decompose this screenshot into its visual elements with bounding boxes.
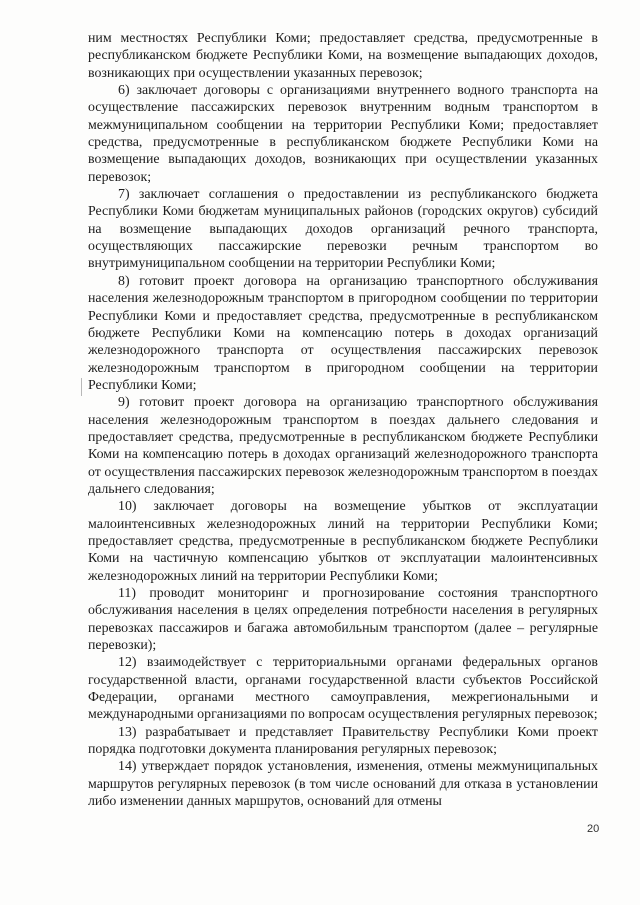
paragraph-item-10: 10) заключает договоры на возмещение убытков от эксплуатации малоинтенсивных железнодорожных линий на территории Республики Коми; предоставляет средства, предусмотренные в республиканском бюджете Республики Коми на частичную компенсацию убытков от эксплуатации малоинтенсивных железнодорожных линий на территории Республики Коми;	[88, 499, 598, 584]
paragraph-item-12: 12) взаимодействует с территориальными органами федеральных органов государственной власти, органами государственной власти субъектов Российской Федерации, органами местного самоуправления, межрегиональными и международными организациями по вопросам осуществления регулярных перевозок;	[88, 655, 598, 723]
paragraph-item-13: 13) разрабатывает и представляет Правительству Республики Коми проект порядка подготовки документа планирования регулярных перевозок;	[88, 724, 598, 758]
page-number: 20	[587, 823, 600, 835]
paragraph-item-7: 7) заключает соглашения о предоставлении из республиканского бюджета Республики Коми бюджетам муниципальных районов (городских округов) субсидий на возмещение выпадающих доходов организаций речного транспорта, осуществляющих пассажирские перевозки речным транспортом во внутримуниципальном сообщении на территории Республики Коми;	[88, 187, 598, 272]
document-body	[88, 30, 598, 810]
paragraph-item-6: 6) заключает договоры с организациями внутреннего водного транспорта на осуществление пассажирских перевозок внутренним водным транспортом в межмуниципальном сообщении на территории Республики Коми; предоставляет средства, предусмотренные в республиканском бюджете Республики Коми на возмещение выпадающих доходов, возникающих при осуществлении указанных перевозок;	[88, 83, 598, 185]
paragraph-continuation: ним местностях Республики Коми; предоставляет средства, предусмотренные в республиканском бюджете Республики Коми, на возмещение выпадающих доходов, возникающих при осуществлении указанных перевозок;	[88, 31, 598, 81]
paragraph-item-8: 8) готовит проект договора на организацию транспортного обслуживания населения железнодорожным транспортом в пригородном сообщении по территории Республики Коми и предоставляет средства, предусмотренные в республиканском бюджете Республики Коми на компенсацию потерь в доходах организаций железнодорожного транспорта от осуществления пассажирских перевозок железнодорожным транспортом в пригородном сообщении на территории Республики Коми;	[88, 273, 598, 393]
paragraph-item-14: 14) утверждает порядок установления, изменения, отмены межмуниципальных маршрутов регулярных перевозок (в том числе оснований для отказа в установлении либо изменении данных маршрутов, оснований для отмены	[88, 759, 598, 810]
paragraph-item-11: 11) проводит мониторинг и прогнозирование состояния транспортного обслуживания населения в целях определения потребности населения в регулярных перевозках пассажиров и багажа автомобильным транспортом (далее – регулярные перевозки);	[88, 586, 598, 654]
paragraph-item-9: 9) готовит проект договора на организацию транспортного обслуживания населения железнодорожным транспортом в поездах дальнего следования и предоставляет средства, предусмотренные в республиканском бюджете Республики Коми на компенсацию потерь в доходах организаций железнодорожного транспорта от осуществления пассажирских перевозок железнодорожным транспортом в поездах дальнего следования;	[88, 395, 598, 497]
margin-mark	[81, 378, 82, 396]
